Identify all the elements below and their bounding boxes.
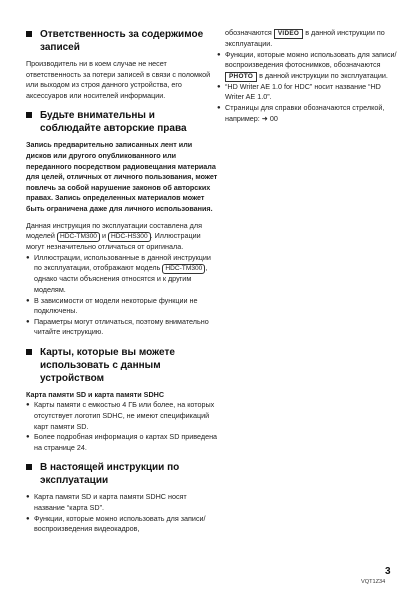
model-badge: HDC-HS300 [108,232,151,242]
video-tag: VIDEO [274,29,303,39]
section-cards [26,346,218,454]
list-item: ● Иллюстрации, использованные в данной инструкции по эксплуатации, отображают модель HDC-TM300 , однако части объяснения относятся и к другим моделям. [26,253,218,296]
section-heading: Ответственность за содержимое записей [26,28,218,54]
page-number: 3 [385,566,391,577]
section-manual [26,461,218,534]
section-responsibility [26,28,218,101]
list-item: ● Более подробная информация о картах SD приведена на странице 24. [26,432,218,453]
page-code: VQT1Z34 [361,579,386,585]
square-bullet-icon [26,31,32,37]
model-badge: HDC-TM300 [57,232,100,242]
subheading: Карта памяти SD и карта памяти SDHC [26,389,165,399]
list-item: ● Карта памяти SD и карта памяти SDHC носят название “карта SD”. [26,492,218,513]
list-item: ● Функции, которые можно использовать для записи/воспроизведения видеокадров, [26,514,218,535]
bullet-list [26,492,218,534]
list-item: ● В зависимости от модели некоторые функции не подключены. [26,296,218,317]
left-column [26,28,218,543]
section-heading: В настоящей инструкции по эксплуатации [26,461,218,487]
photo-tag: PHOTO [225,72,257,82]
bullet-list [26,253,218,338]
list-item: ● Функции, которые можно использовать для записи/воспроизведения фотоснимков, обозначаются PHOTO в данной инструкции по эксплуатации. [217,50,399,82]
section-heading: Будьте внимательны и соблюдайте авторские права [26,109,218,135]
right-column [217,28,399,124]
paragraph: Данная инструкция по эксплуатации составлена для моделей HDC-TM300 и HDC-HS300 . Иллюстрации могут незначительно отличаться от оригинала. [26,220,202,252]
list-item: ● Параметры могут отличаться, поэтому внимательно читайте инструкцию. [26,317,218,338]
list-item: ● Страницы для справки обозначаются стрелкой, например: ➜ 00 [217,103,399,124]
square-bullet-icon [26,112,32,118]
bullet-list [217,50,399,125]
paragraph: Производитель ни в коем случае не несет ответственность за потери записей в связи с поломкой или выходом из строя данного устройства, его аксессуаров или носителей информации. [26,59,211,100]
section-copyright [26,109,218,338]
bullet-list [26,400,218,453]
list-item: ● Карты памяти с емкостью 4 ГБ или более, на которых отсутствует логотип SDHC, не имеют спецификаций карт памяти SD. [26,400,218,432]
warning-paragraph: Запись предварительно записанных лент или дисков или другого опубликованного или переданного посредством радиовещания материала для целей, отличных от личного пользования, может повлечь за собой нарушение законов об авторских правах. Запись определенных материалов может быть ограничена даже для личного использования. [26,140,218,213]
square-bullet-icon [26,464,32,470]
list-item: ● “HD Writer AE 1.0 for HDC” носит название “HD Writer AE 1.0”. [217,82,399,103]
square-bullet-icon [26,349,32,355]
model-badge: HDC-TM300 [162,264,205,274]
continued-paragraph: обозначаются VIDEO в данной инструкции по эксплуатации. [225,28,385,48]
section-heading: Карты, которые вы можете использовать с данным устройством [26,346,218,385]
